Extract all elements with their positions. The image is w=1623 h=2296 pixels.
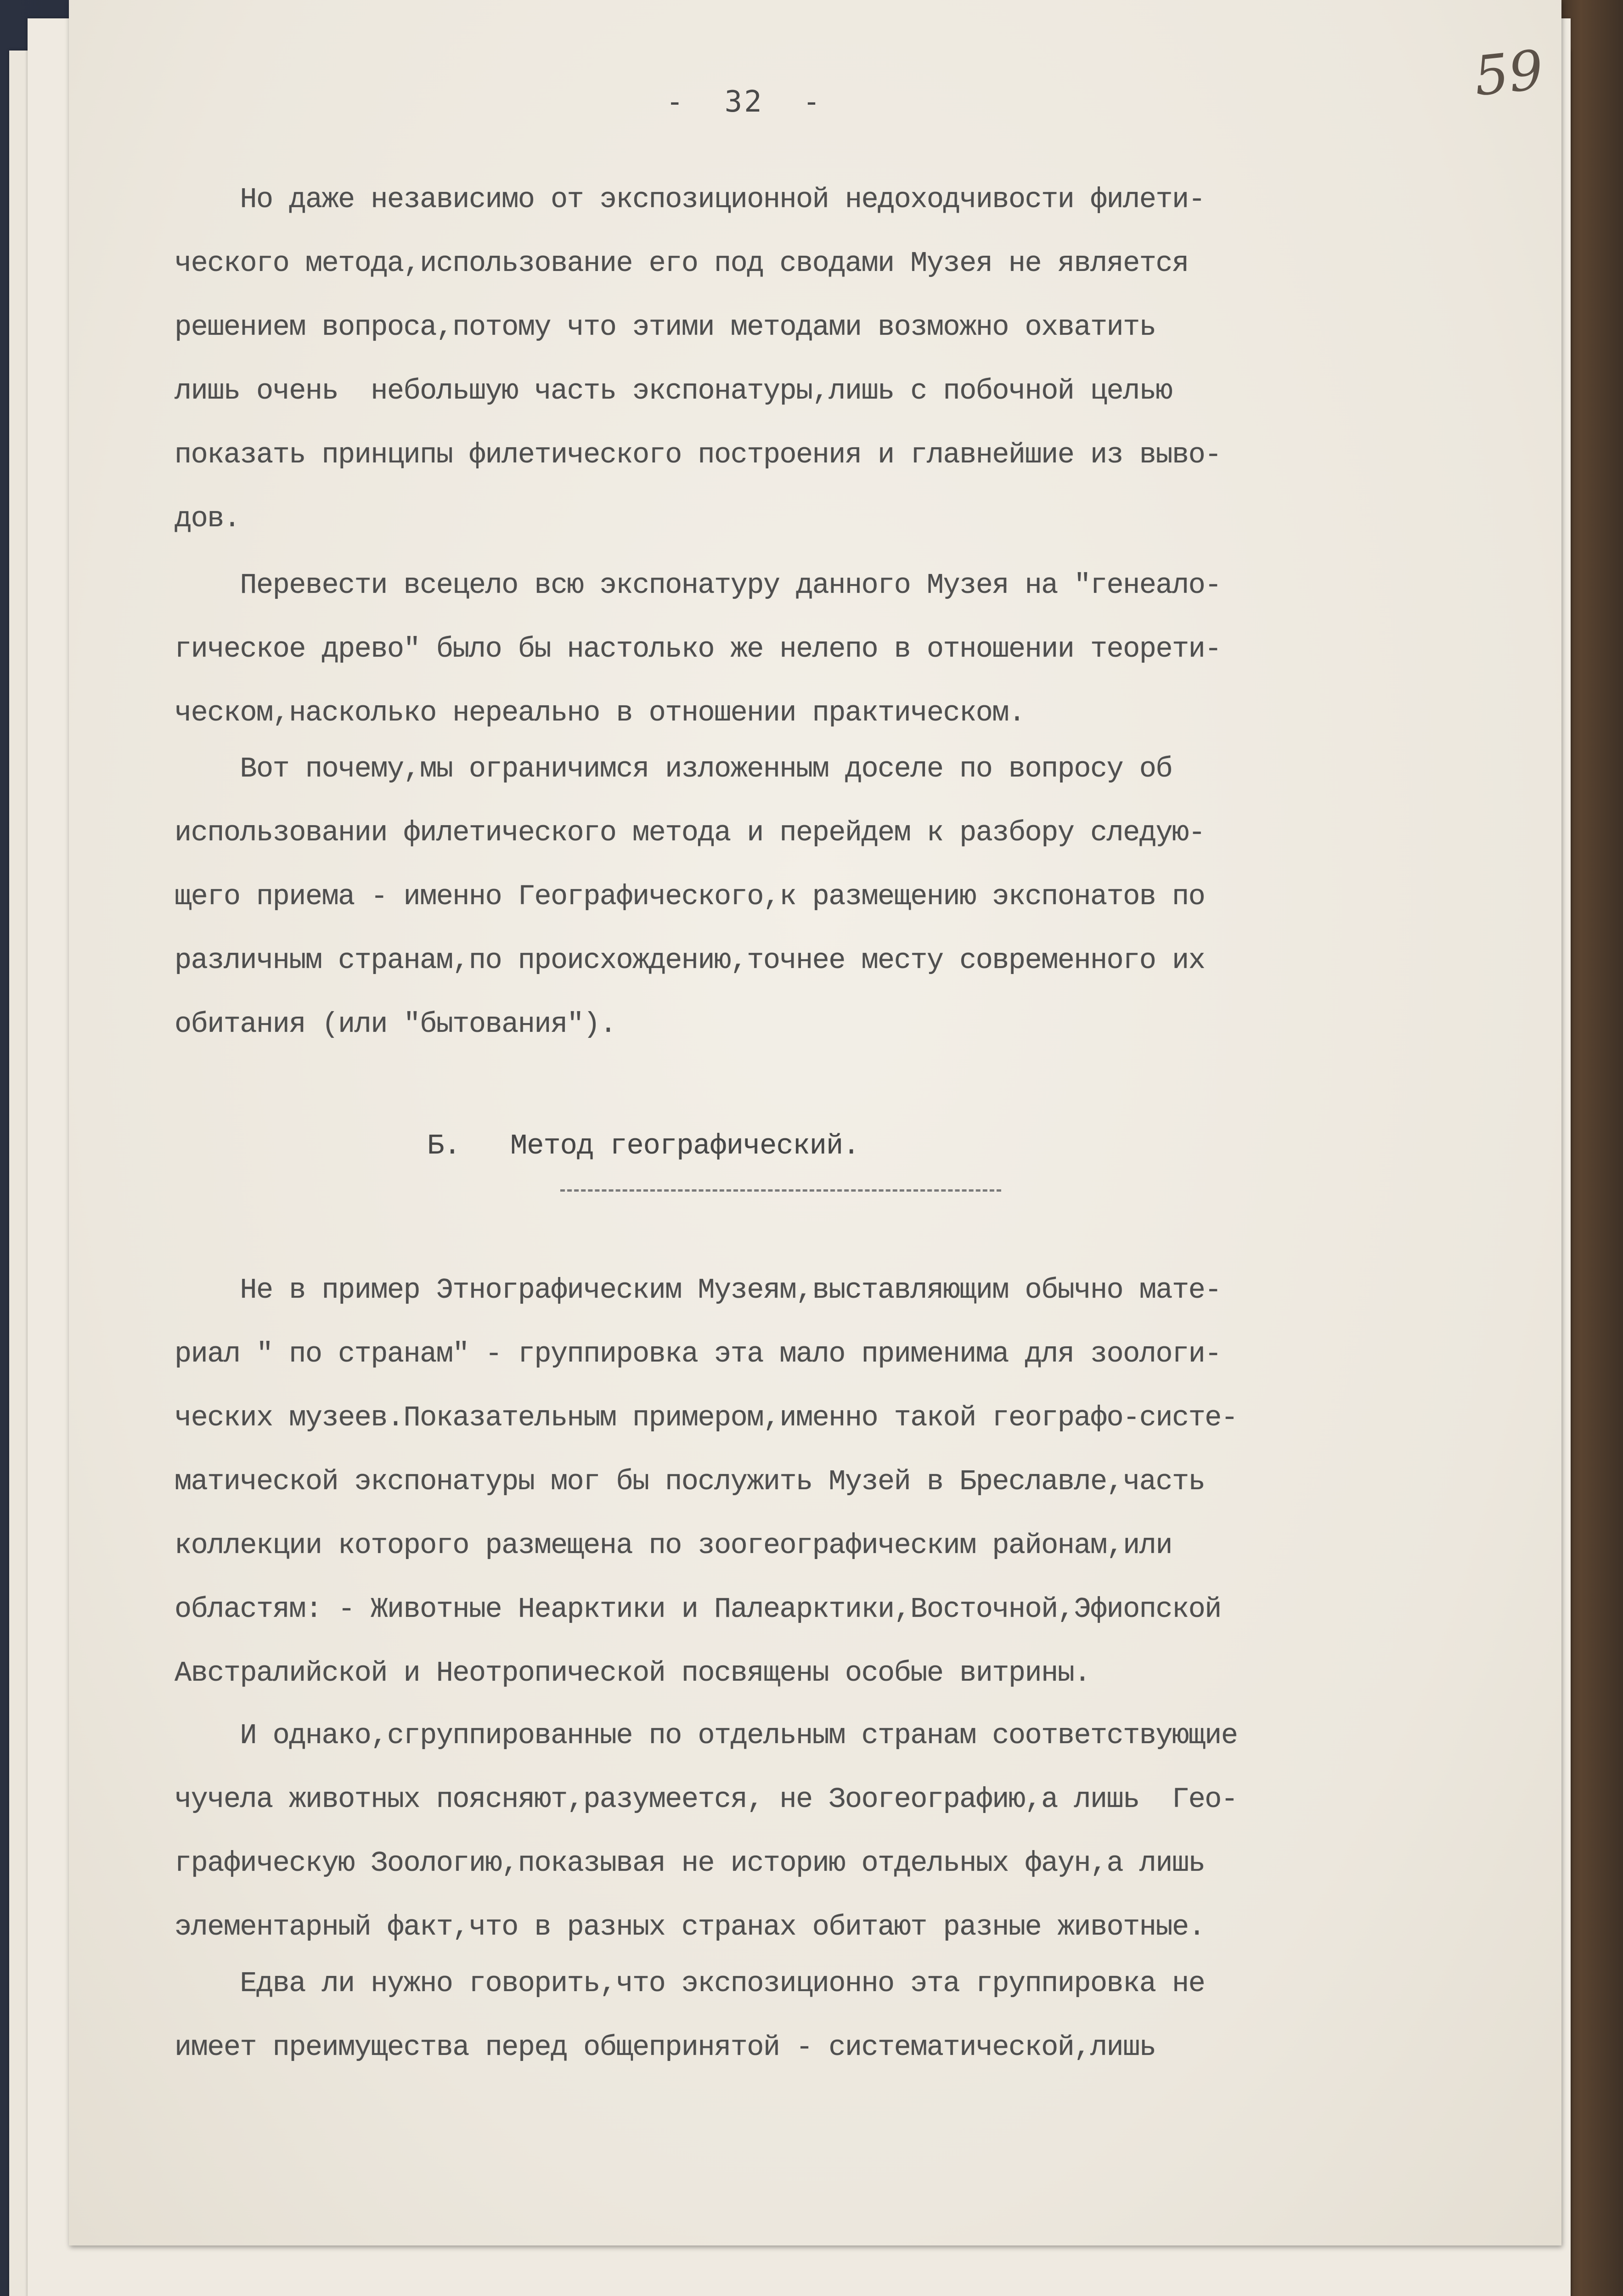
text-line: Австралийской и Неотропической посвящены особые витрины. [175, 1657, 1090, 1689]
text-line: риал " по странам" - группировка эта мало применима для зоологи- [175, 1338, 1221, 1370]
text-line: обитания (или "бытования"). [175, 1008, 616, 1041]
text-line: коллекции которого размещена по зоогеографическим районам,или [175, 1529, 1172, 1562]
text-line: Не в пример Этнографическим Музеям,выставляющим обычно мате- [175, 1274, 1221, 1306]
text-line: показать принципы филетического построения и главнейшие из выво- [175, 439, 1221, 471]
text-line: чучела животных поясняют,разумеется, не Зоогеографию,а лишь Гео- [175, 1783, 1238, 1816]
section-heading: Б. Метод географический. [427, 1130, 860, 1162]
text-line: Вот почему,мы ограничимся изложенным доселе по вопросу об [175, 753, 1172, 785]
text-line: дов. [175, 502, 240, 535]
paragraph-1 [175, 168, 1552, 551]
text-line: графическую Зоологию,показывая не историю отдельных фаун,а лишь [175, 1847, 1205, 1880]
text-line: лишь очень небольшую часть экспонатуры,лишь с побочной целью [175, 375, 1172, 407]
text-line: Но даже независимо от экспозиционной недоходчивости филети- [175, 183, 1205, 216]
heading-underline [560, 1189, 1001, 1192]
text-line: элементарный факт,что в разных странах обитают разные животные. [175, 1911, 1205, 1943]
text-line: матической экспонатуры мог бы послужить Музей в Бреславле,часть [175, 1465, 1205, 1498]
text-line: И однако,сгруппированные по отдельным странам соответствующие [175, 1719, 1238, 1752]
page-number: - 32 - [666, 85, 823, 119]
text-line: различным странам,по происхождению,точнее месту современного их [175, 944, 1205, 977]
text-line: ческого метода,использование его под сводами Музея не является [175, 247, 1189, 280]
paragraph-5 [175, 1704, 1552, 1959]
text-line: гическое древо" было бы настолько же нелепо в отношении теорети- [175, 633, 1221, 665]
paragraph-3 [175, 737, 1552, 1056]
text-line: щего приема - именно Географического,к размещению экспонатов по [175, 880, 1205, 913]
paragraph-4 [175, 1258, 1552, 1705]
handwritten-folio-number: 59 [1471, 38, 1546, 108]
paragraph-6 [175, 1952, 1552, 2079]
text-line: имеет преимущества перед общепринятой - систематической,лишь [175, 2031, 1156, 2064]
text-line: ческих музеев.Показательным примером,именно такой географо-систе- [175, 1401, 1238, 1434]
text-line: областям: - Животные Неарктики и Палеарктики,Восточной,Эфиопской [175, 1593, 1221, 1626]
text-line: Перевести всецело всю экспонатуру данного Музея на "генеало- [175, 569, 1221, 602]
text-line: использовании филетического метода и перейдем к разбору следую- [175, 816, 1205, 849]
text-line: ческом,насколько нереально в отношении практическом. [175, 697, 1025, 729]
paragraph-2 [175, 553, 1552, 745]
text-line: решением вопроса,потому что этими методами возможно охватить [175, 311, 1156, 343]
text-line: Едва ли нужно говорить,что экспозиционно эта группировка не [175, 1967, 1205, 2000]
